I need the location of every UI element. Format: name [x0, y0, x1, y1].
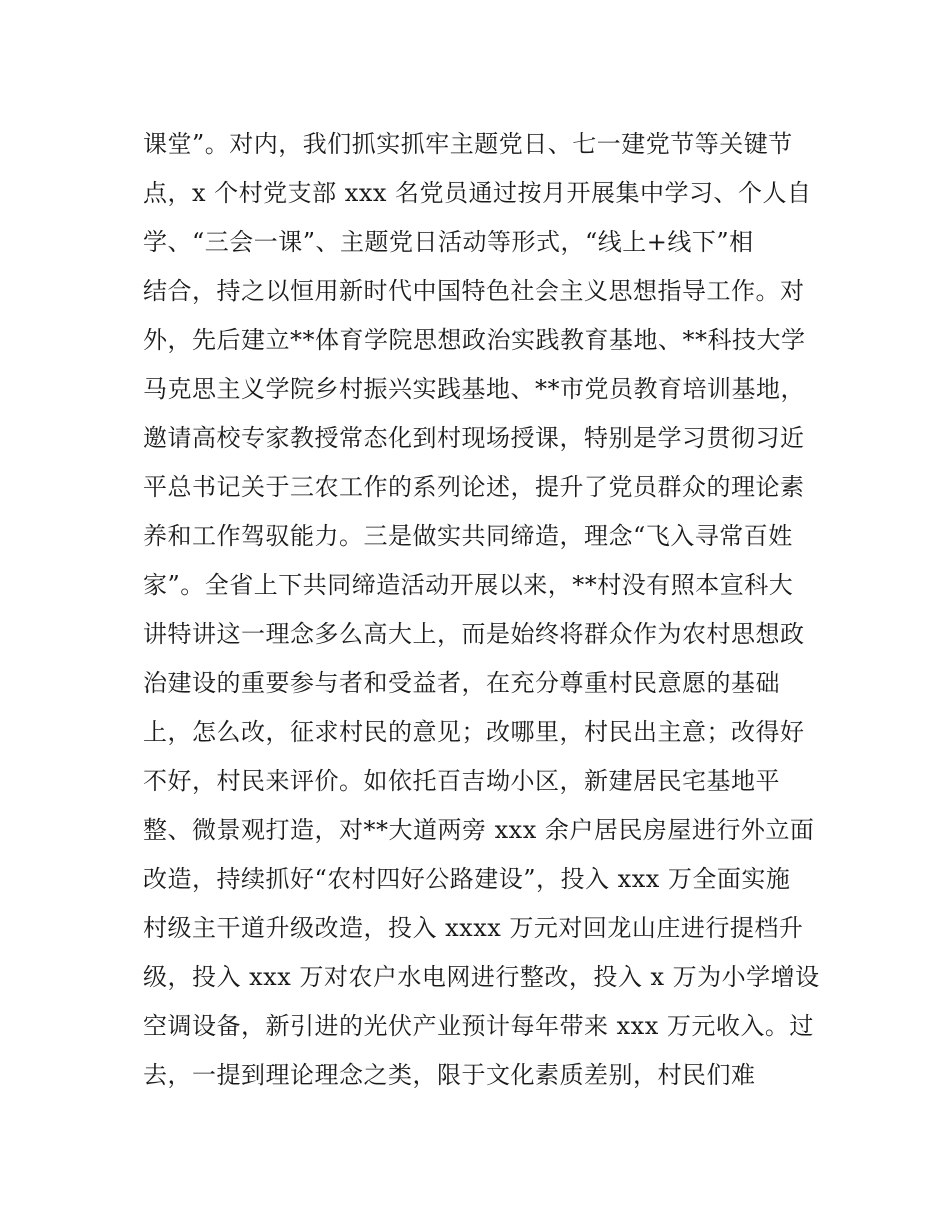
- text-line: 空调设备，新引进的光伏产业预计每年带来 xxx 万元收入。过: [143, 1012, 814, 1040]
- text-line: 家”。全省上下共同缔造活动开展以来，**村没有照本宣科大: [143, 571, 794, 599]
- text-line: 治建设的重要参与者和受益者，在充分尊重村民意愿的基础: [143, 669, 780, 697]
- text-line: 级，投入 xxx 万对农户水电网进行整改，投入 x 万为小学增设: [143, 963, 820, 991]
- text-line: 平总书记关于三农工作的系列论述，提升了党员群众的理论素: [143, 473, 805, 501]
- text-line: 不好，村民来评价。如依托百吉坳小区，新建居民宅基地平: [143, 767, 780, 795]
- text-line: 马克思主义学院乡村振兴实践基地、**市党员教育培训基地，: [143, 375, 805, 403]
- text-line: 村级主干道升级改造，投入 xxxx 万元对回龙山庄进行提档升: [143, 914, 804, 942]
- text-line: 点，x 个村党支部 xxx 名党员通过按月开展集中学习、个人自: [143, 179, 812, 207]
- text-line: 邀请高校专家教授常态化到村现场授课，特别是学习贯彻习近: [143, 424, 805, 452]
- text-line: 课堂”。对内，我们抓实抓牢主题党日、七一建党节等关键节: [143, 130, 793, 158]
- text-line: 学、“三会一课”、主题党日活动等形式，“线上+线下”相: [143, 228, 754, 256]
- text-line: 去，一提到理论理念之类，限于文化素质差别，村民们难: [143, 1061, 756, 1089]
- text-line: 养和工作驾驭能力。三是做实共同缔造，理念“飞入寻常百姓: [143, 522, 793, 550]
- text-line: 改造，持续抓好“农村四好公路建设”，投入 xxx 万全面实施: [143, 865, 791, 893]
- text-line: 上，怎么改，征求村民的意见；改哪里，村民出主意；改得好: [143, 718, 805, 746]
- document-body: [143, 120, 823, 1100]
- text-line: 整、微景观打造，对**大道两旁 xxx 余户居民房屋进行外立面: [143, 816, 815, 844]
- text-line: 结合，持之以恒用新时代中国特色社会主义思想指导工作。对: [143, 277, 805, 305]
- text-line: 外，先后建立**体育学院思想政治实践教育基地、**科技大学: [143, 326, 806, 354]
- text-line: 讲特讲这一理念多么高大上，而是始终将群众作为农村思想政: [143, 620, 805, 648]
